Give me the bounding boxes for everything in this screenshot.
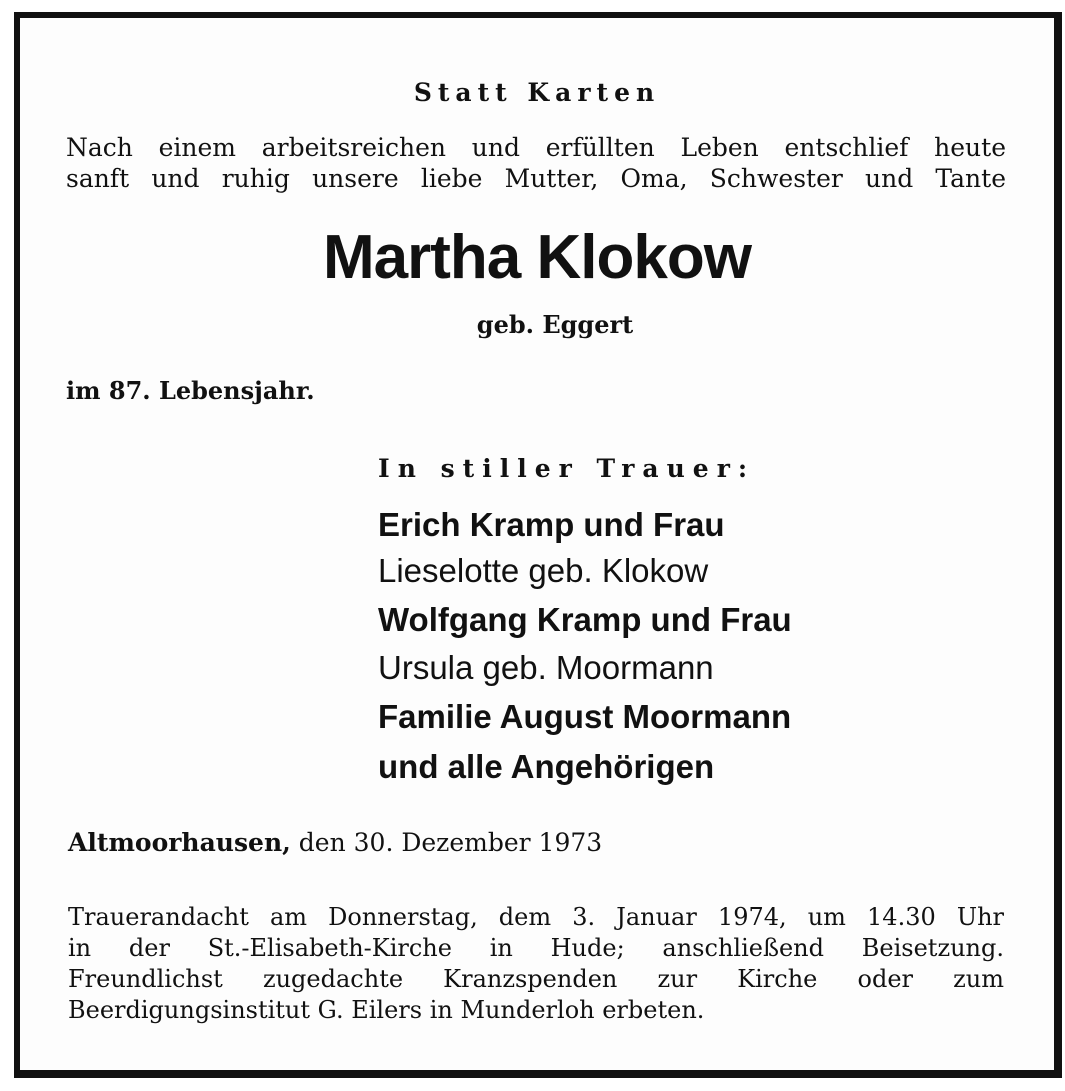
mourner-line: Familie August Moormann: [378, 698, 792, 735]
intro-line: sanft und ruhig unsere liebe Mutter, Oma, Schwester und Tante: [66, 164, 1006, 193]
mourner-line: Lieselotte geb. Klokow: [378, 552, 709, 589]
place-date-line: [68, 828, 602, 857]
mourning-heading: In stiller Trauer:: [378, 454, 756, 483]
obituary-notice: [14, 12, 1062, 1078]
mourner-line: Erich Kramp und Frau: [378, 506, 725, 543]
mourner-line: und alle Angehörigen: [378, 748, 715, 785]
notice-line: Beerdigungsinstitut G. Eilers in Munderloh erbeten.: [68, 996, 705, 1024]
notice-heading: Statt Karten: [413, 78, 661, 107]
intro-line: Nach einem arbeitsreichen und erfüllten Leben entschlief heute: [66, 133, 1006, 162]
intro-text: [66, 132, 1006, 194]
mourner-line: Ursula geb. Moormann: [378, 649, 714, 686]
age-line: im 87. Lebensjahr.: [66, 376, 315, 405]
notice-line: Trauerandacht am Donnerstag, dem 3. Januar 1974, um 14.30 Uhr: [68, 903, 1004, 931]
date-text: den 30. Dezember 1973: [298, 828, 603, 857]
notice-line: Freundlichst zugedachte Kranzspenden zur Kirche oder zum: [68, 965, 1004, 993]
deceased-name: Martha Klokow: [323, 223, 751, 292]
mourner-line: Wolfgang Kramp und Frau: [378, 601, 792, 638]
funeral-details: [68, 902, 1004, 1026]
place-name: Altmoorhausen,: [68, 828, 291, 857]
maiden-name: geb. Eggert: [476, 310, 634, 339]
notice-line: in der St.-Elisabeth-Kirche in Hude; anschließend Beisetzung.: [68, 934, 1004, 962]
